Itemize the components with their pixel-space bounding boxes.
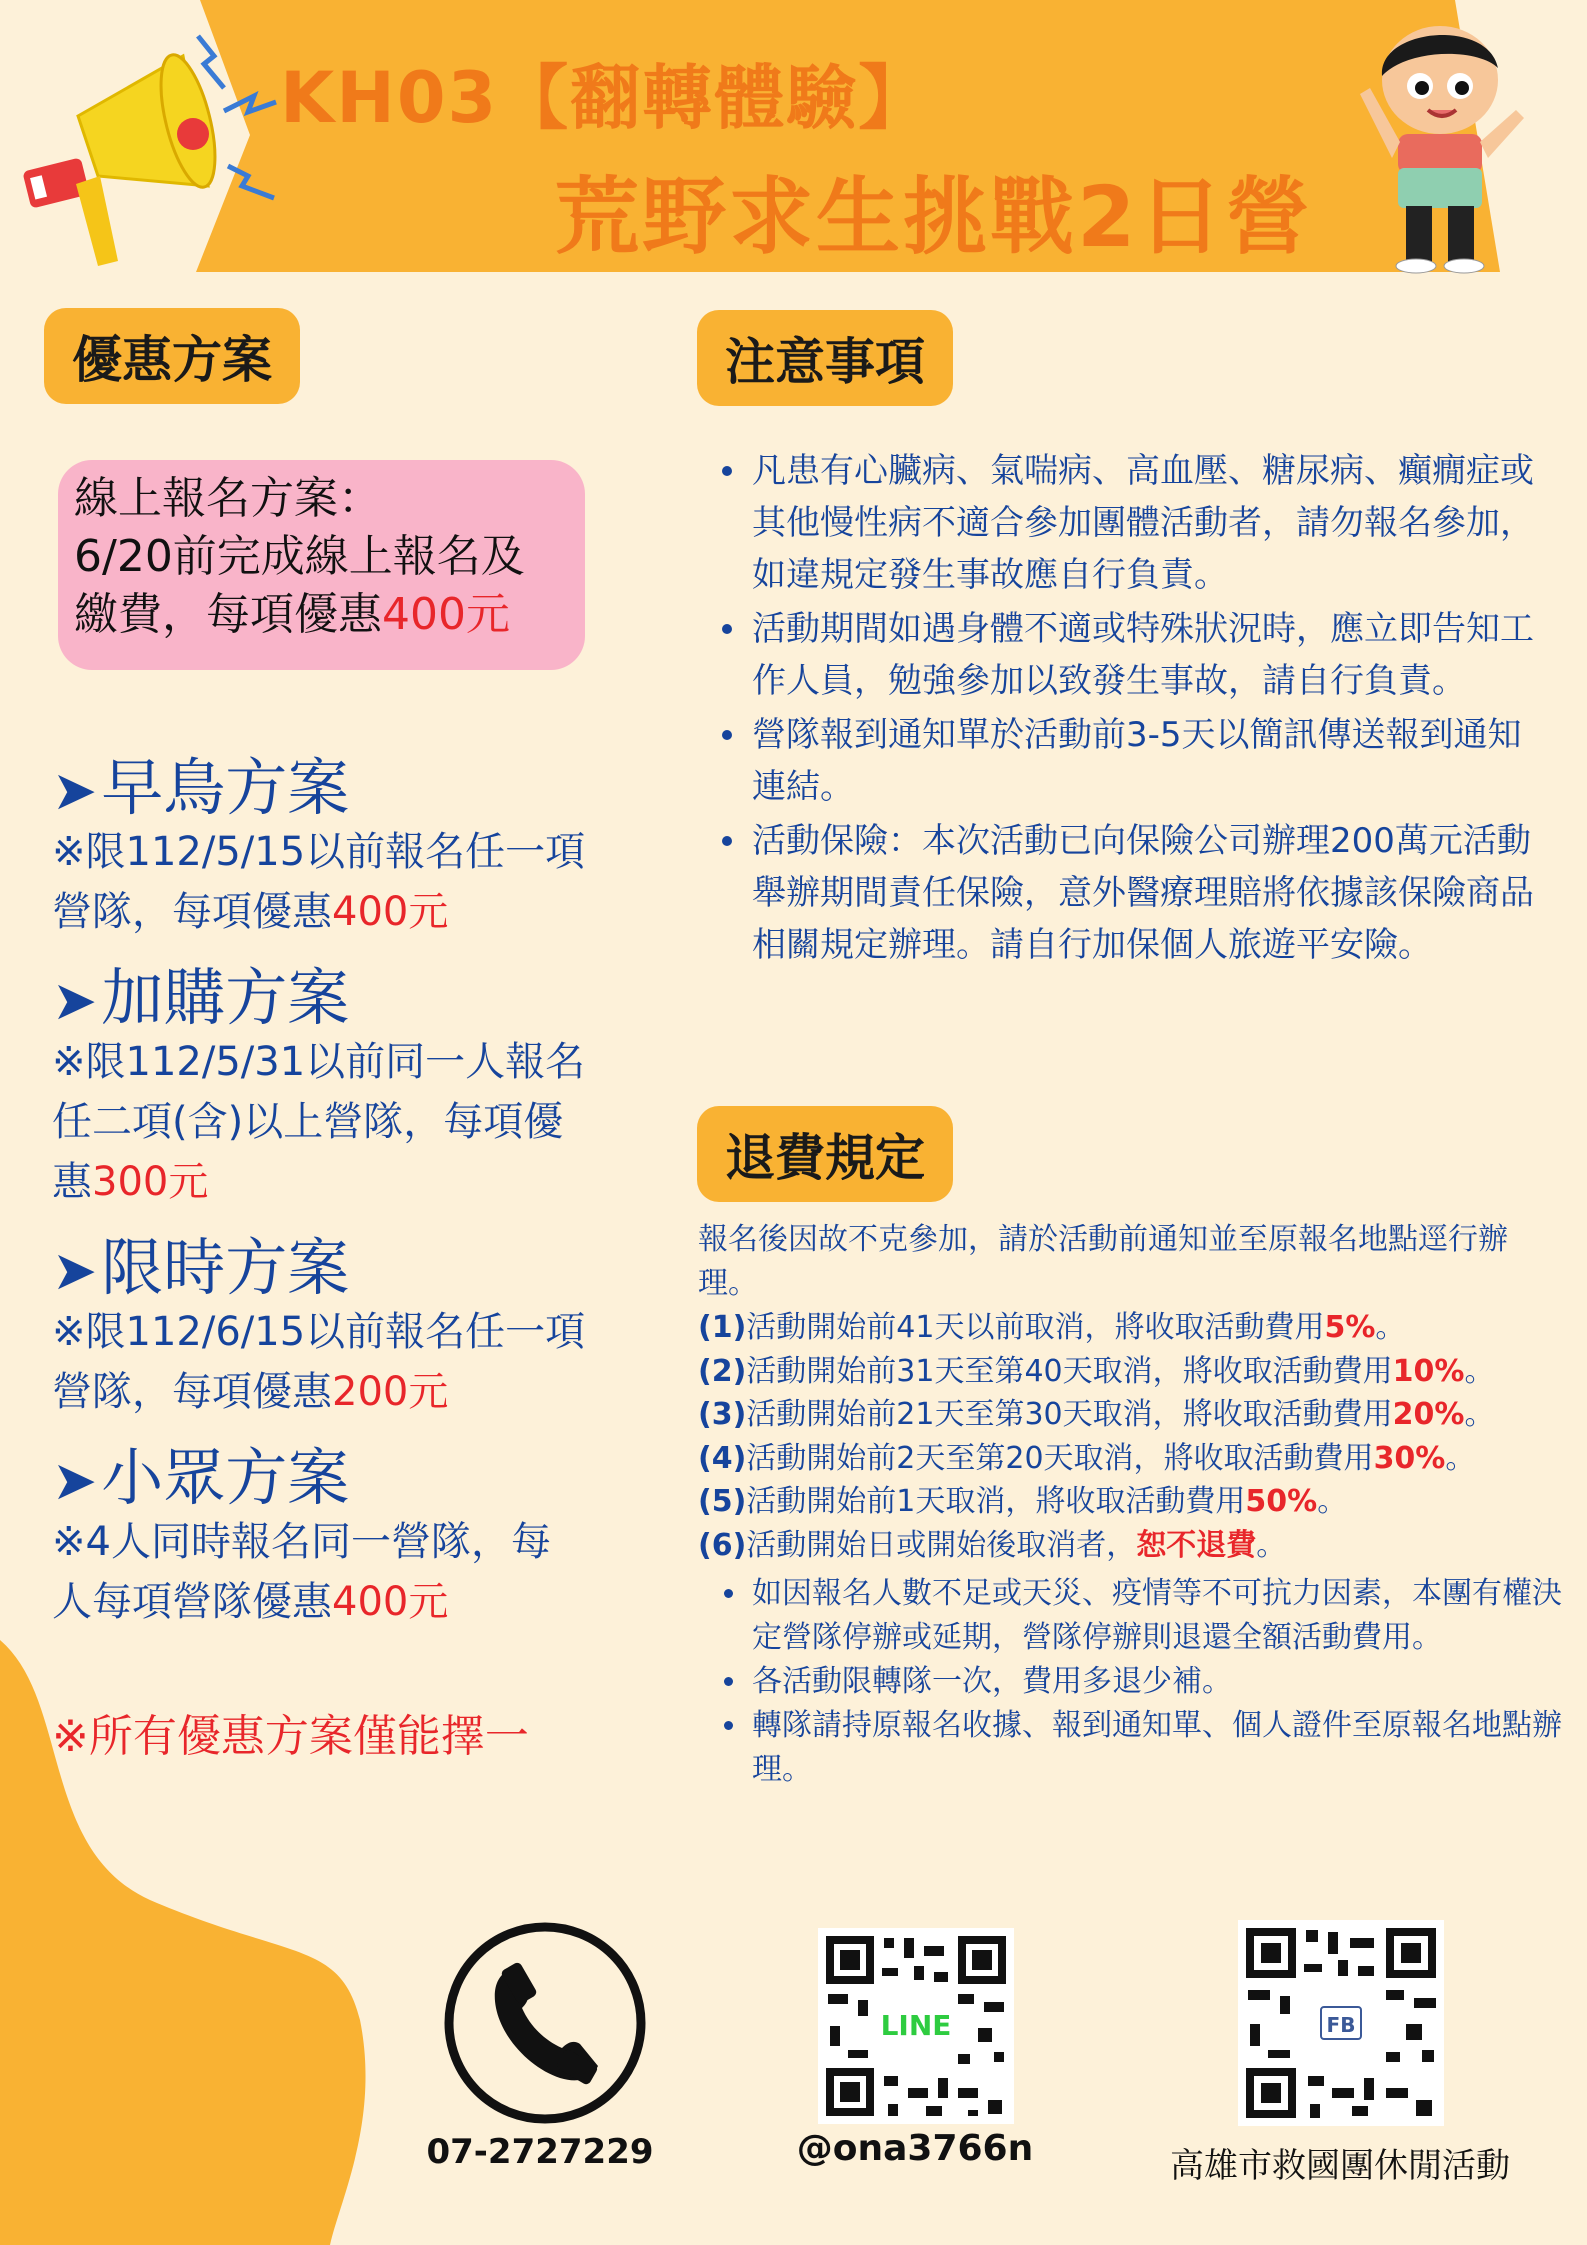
- page-title-line1: KH03【翻轉體驗】: [280, 57, 931, 139]
- notices-heading: 注意事項: [697, 310, 953, 406]
- phone-number[interactable]: 07-2727229: [426, 2132, 654, 2172]
- list-item: (6)活動開始日或開始後取消者，恕不退費。: [698, 1527, 1287, 1563]
- plan-title-addon: ➤加購方案: [52, 961, 350, 1034]
- list-item: (1)活動開始前41天以前取消，將收取活動費用5%。: [698, 1310, 1406, 1345]
- refund-intro: 報名後因故不克參加，請於活動前通知並至原報名地點逕行辦理。: [698, 1222, 1508, 1301]
- online-signup-box: [58, 460, 585, 670]
- arrow-right-icon: ➤: [52, 1239, 98, 1302]
- plan-text-limited: ※限112/6/15以前報名任一項 營隊，每項優惠200元: [52, 1309, 586, 1415]
- phone-icon: [440, 1918, 650, 2128]
- list-item: (3)活動開始前21天至第30天取消，將收取活動費用20%。: [698, 1397, 1495, 1432]
- plan-title-limited: ➤限時方案: [52, 1231, 350, 1304]
- list-item: 凡患有心臟病、氣喘病、高血壓、糖尿病、癲癇症或其他慢性病不適合參加團體活動者，請勿報名參加，如違規定發生事故應自行負責。: [712, 445, 1547, 601]
- fb-qr-code[interactable]: [1238, 1920, 1444, 2126]
- list-item: 如因報名人數不足或天災、疫情等不可抗力因素，本團有權決定營隊停辦或延期，營隊停辦則退還全額活動費用。: [712, 1572, 1562, 1660]
- arrow-right-icon: ➤: [52, 759, 98, 822]
- list-item: 各活動限轉隊一次，費用多退少補。: [712, 1660, 1562, 1704]
- fb-page-name[interactable]: 高雄市救國團休閒活動: [1170, 2146, 1510, 2186]
- online-line3: 繳費，每項優惠400元: [74, 589, 510, 640]
- line-qr-code[interactable]: [818, 1928, 1014, 2124]
- arrow-right-icon: ➤: [52, 1449, 98, 1512]
- discount-note: ※所有優惠方案僅能擇一: [52, 1711, 529, 1762]
- notices-list: [712, 445, 1547, 973]
- line-id[interactable]: @ona3766n: [796, 2128, 1034, 2169]
- discount-heading: 優惠方案: [44, 308, 300, 404]
- list-item: (4)活動開始前2天至第20天取消，將收取活動費用30%。: [698, 1440, 1476, 1476]
- list-item: (2)活動開始前31天至第40天取消，將收取活動費用10%。: [698, 1353, 1495, 1389]
- refund-rules: [698, 1306, 1578, 1567]
- list-item: 活動期間如遇身體不適或特殊狀況時，應立即告知工作人員，勉強參加以致發生事故，請自行負責。: [712, 603, 1547, 707]
- refund-bullets: [712, 1572, 1562, 1792]
- online-line1: 線上報名方案：: [74, 473, 382, 524]
- waving-kid-icon: [1348, 18, 1528, 274]
- list-item: 營隊報到通知單於活動前3-5天以簡訊傳送報到通知連結。: [712, 709, 1547, 813]
- megaphone-icon: [18, 16, 278, 266]
- line-logo: LINE: [880, 2009, 952, 2042]
- list-item: (5)活動開始前1天取消，將收取活動費用50%。: [698, 1484, 1348, 1519]
- plan-text-early-bird: ※限112/5/15以前報名任一項 營隊，每項優惠400元: [52, 829, 586, 935]
- plan-text-addon: ※限112/5/31以前同一人報名 任二項(含)以上營隊，每項優 惠300元: [52, 1039, 586, 1205]
- plan-title-small-group: ➤小眾方案: [52, 1441, 350, 1514]
- refund-heading: 退費規定: [697, 1106, 953, 1202]
- arrow-right-icon: ➤: [52, 969, 98, 1032]
- online-line2: 6/20前完成線上報名及: [74, 531, 525, 582]
- plan-title-early-bird: ➤早鳥方案: [52, 751, 350, 824]
- fb-logo: FB: [1320, 2006, 1362, 2040]
- list-item: 轉隊請持原報名收據、報到通知單、個人證件至原報名地點辦理。: [712, 1704, 1562, 1792]
- page-title-line2: 荒野求生挑戰2日營: [555, 168, 1313, 266]
- list-item: 活動保險：本次活動已向保險公司辦理200萬元活動舉辦期間責任保險，意外醫療理賠將依據該保險商品相關規定辦理。請自行加保個人旅遊平安險。: [712, 815, 1547, 971]
- plan-text-small-group: ※4人同時報名同一營隊，每 人每項營隊優惠400元: [52, 1519, 551, 1625]
